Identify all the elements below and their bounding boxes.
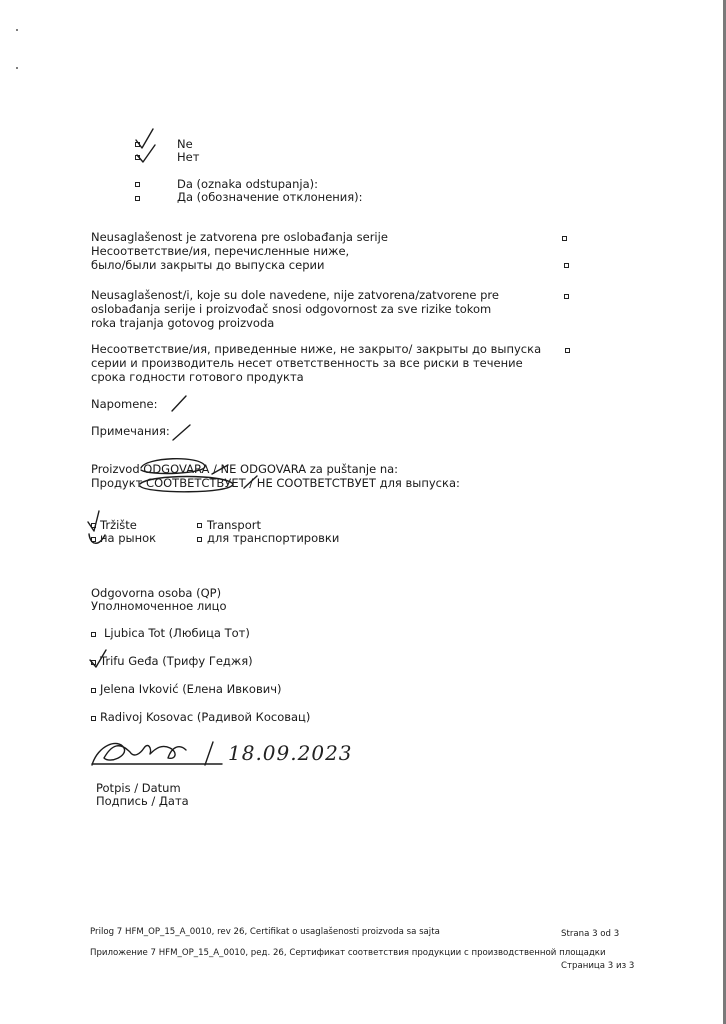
checkbox-ne[interactable] <box>135 142 140 147</box>
notes-dash <box>172 396 186 411</box>
notes-dash-cyr <box>173 425 190 440</box>
qp-person-3: Jelena Ivković (Елена Ивкович) <box>100 682 282 696</box>
checkbox-qp-2[interactable] <box>91 660 96 665</box>
checkbox-market[interactable] <box>91 523 96 528</box>
checkbox-statement3[interactable] <box>565 348 570 353</box>
qp-person-2: Trifu Geđa (Трифу Геджя) <box>100 654 253 668</box>
option-da-cyr-label: Да (обозначение отклонения): <box>177 190 363 204</box>
market-label-cyr: на рынок <box>100 531 157 545</box>
statement1-line3: было/были закрыты до выпуска серии <box>91 258 325 272</box>
notes-label: Napomene: <box>91 397 158 411</box>
footer-line2: Приложение 7 HFM_OP_15_A_0010, ред. 26, Сертификат соответствия продукции с производственной площадки <box>90 948 606 958</box>
checkbox-qp-4[interactable] <box>91 716 96 721</box>
product-statement-cyr: Продукт СООТВЕТСТВУЕТ / НЕ СООТВЕТСТВУЕТ для выпуска: <box>91 476 460 490</box>
signature-label: Potpis / Datum <box>96 781 181 795</box>
footer-line1: Prilog 7 HFM_OP_15_A_0010, rev 26, Certifikat o usaglašenosti proizvoda sa sajta <box>90 927 440 937</box>
checkbox-statement1-cyr[interactable] <box>564 263 569 268</box>
option-net-label: Нет <box>177 150 200 164</box>
statement2-line1: Neusaglašenost/i, koje su dole navedene, nije zatvorena/zatvorene pre <box>91 288 499 302</box>
statement1-line1: Neusaglašenost je zatvorena pre oslobađanja serije <box>91 230 388 244</box>
handwritten-date: 18.09.2023 <box>228 741 353 765</box>
transport-label: Transport <box>207 518 261 532</box>
checkbox-statement1[interactable] <box>562 236 567 241</box>
checkbox-net[interactable] <box>135 155 140 160</box>
signature-scribble <box>92 743 186 765</box>
scan-speck <box>16 29 18 31</box>
checkbox-da-cyr[interactable] <box>135 196 140 201</box>
checkbox-transport-cyr[interactable] <box>197 537 202 542</box>
statement2-line3: roka trajanja gotovog proizvoda <box>91 316 275 330</box>
signature-slash <box>205 742 213 765</box>
statement2-line2: oslobađanja serije i proizvođač snosi odgovornost za sve rizike tokom <box>91 302 492 316</box>
scan-speck <box>16 67 18 69</box>
checkbox-da[interactable] <box>135 182 140 187</box>
checkbox-qp-3[interactable] <box>91 688 96 693</box>
statement3-line3: срока годности готового продукта <box>91 370 304 384</box>
product-statement: Proizvod ODGOVARA / NE ODGOVARA za puštanje na: <box>91 462 399 476</box>
checkbox-transport[interactable] <box>197 523 202 528</box>
qp-person-1: Ljubica Tot (Любица Тот) <box>104 626 250 640</box>
market-label: Tržište <box>100 518 137 532</box>
qp-person-4: Radivoj Kosovac (Радивой Косовац) <box>100 710 311 724</box>
qp-title-cyr: Уполномоченное лицо <box>91 599 227 613</box>
checkbox-qp-1[interactable] <box>91 632 96 637</box>
qp-title: Odgovorna osoba (QP) <box>91 586 222 600</box>
footer-page-cyrillic: Страница 3 из 3 <box>561 961 635 971</box>
checkbox-market-cyr[interactable] <box>91 537 96 542</box>
statement3-line2: серии и производитель несет ответственность за все риски в течение <box>91 356 523 370</box>
footer-page-latin: Strana 3 od 3 <box>561 929 620 939</box>
statement1-line2: Несоответствие/ия, перечисленные ниже, <box>91 244 350 258</box>
transport-label-cyr: для транспортировки <box>207 531 340 545</box>
option-da-label: Da (oznaka odstupanja): <box>177 177 318 191</box>
notes-label-cyr: Примечания: <box>91 424 170 438</box>
statement3-line1: Несоответствие/ия, приведенные ниже, не закрыто/ закрыты до выпуска <box>91 342 542 356</box>
option-ne-label: Ne <box>177 137 193 151</box>
signature-label-cyr: Подпись / Дата <box>96 794 189 808</box>
check-mark-market <box>88 511 99 531</box>
checkbox-statement2[interactable] <box>564 294 569 299</box>
